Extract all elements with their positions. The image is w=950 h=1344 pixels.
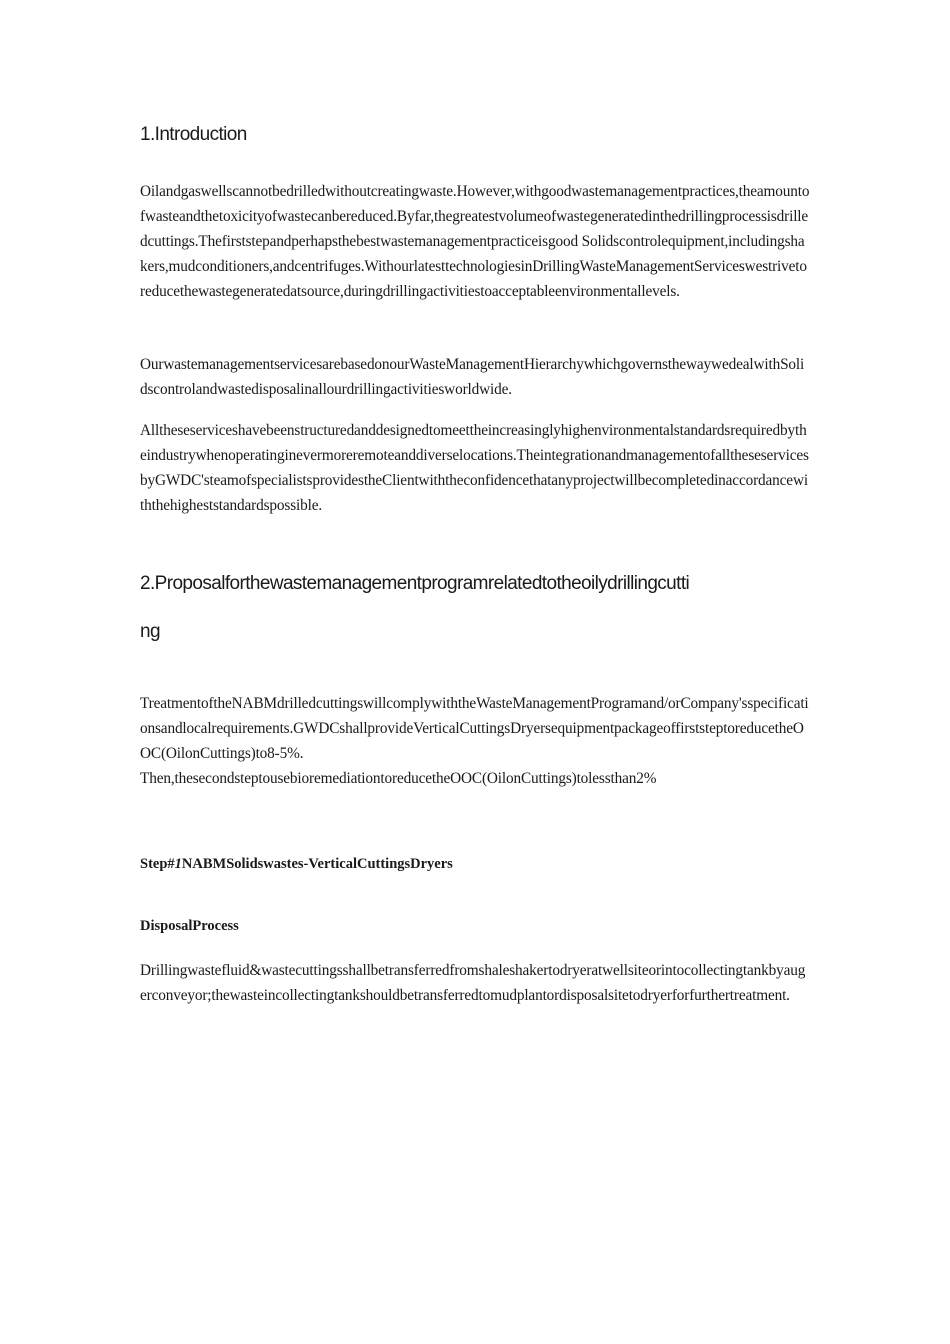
- treatment-paragraph-text: TreatmentoftheNABMdrilledcuttingswillcomplywiththeWasteManagementProgramand/orCompany'sspecificationsandlocalrequirements.GWDCshallprovideVerticalCuttingsDryersequipmentpackageoffirststeptoreducetheOOC(OilonCuttings)to8-5%.: [140, 695, 809, 762]
- step-1-heading: [140, 856, 453, 873]
- step-title: NABMSolidswastes-VerticalCuttingsDryers: [181, 856, 453, 872]
- section-2-heading-line-1: 2.Proposalforthewastemanagementprogramrelatedtotheoilydrillingcutti: [140, 573, 690, 594]
- treatment-paragraph-line-2: Then,thesecondsteptousebioremediationtoreducetheOOC(OilonCuttings)tolessthan2%: [140, 770, 657, 787]
- section-2-heading-line-2: ng: [140, 621, 160, 642]
- section-1-heading: 1.Introduction: [140, 124, 247, 145]
- disposal-paragraph: Drillingwastefluid&wastecuttingsshallbetransferredfromshaleshakertodryeratwellsiteorintocollectingtankbyaugerconveyor;thewasteincollectingtankshouldbetransferredtomudplantordisposalsitetodryerforfurthertreatment.: [140, 962, 806, 1004]
- intro-paragraph-2: OurwastemanagementservicesarebasedonourWasteManagementHierarchywhichgovernsthewaywedealwithSolidscontrolandwastedisposalinallourdrillingactivitiesworldwide.: [140, 356, 805, 398]
- disposal-process-heading: DisposalProcess: [140, 918, 239, 934]
- treatment-paragraph: [140, 691, 810, 791]
- step-prefix: Step#: [140, 856, 175, 872]
- step-number: 1: [174, 856, 182, 872]
- intro-paragraph-3: Alltheseserviceshavebeenstructuredanddesignedtomeettheincreasinglyhighenvironmentalstandardsrequiredbytheindustrywhenoperatinginevermoreremoteanddiverselocations.TheintegrationandmanagementofalltheseservicesbyGWDC'steamofspecialistsprovidestheClientwiththeconfidencethatanyprojectwillbecompletedinaccordancewiththehigheststandardspossible.: [140, 422, 809, 514]
- intro-paragraph-1: Oilandgaswellscannotbedrilledwithoutcreatingwaste.However,withgoodwastemanagementpractices,theamountofwasteandthetoxicityofwastecanbereduced.Byfar,thegreatestvolumeofwastegeneratedinthedrillingprocessisdrilledcuttings.Thefirststepandperhapsthebestwastemanagementpracticeisgood Solidscontrolequipment,includingshakers,mudconditioners,andcentrifuges.WithourlatesttechnologiesinDrillingWasteManagementServiceswestrivetoreducethewastegeneratedatsource,duringdrillingactivitiestoacceptableenvironmentallevels.: [140, 183, 810, 300]
